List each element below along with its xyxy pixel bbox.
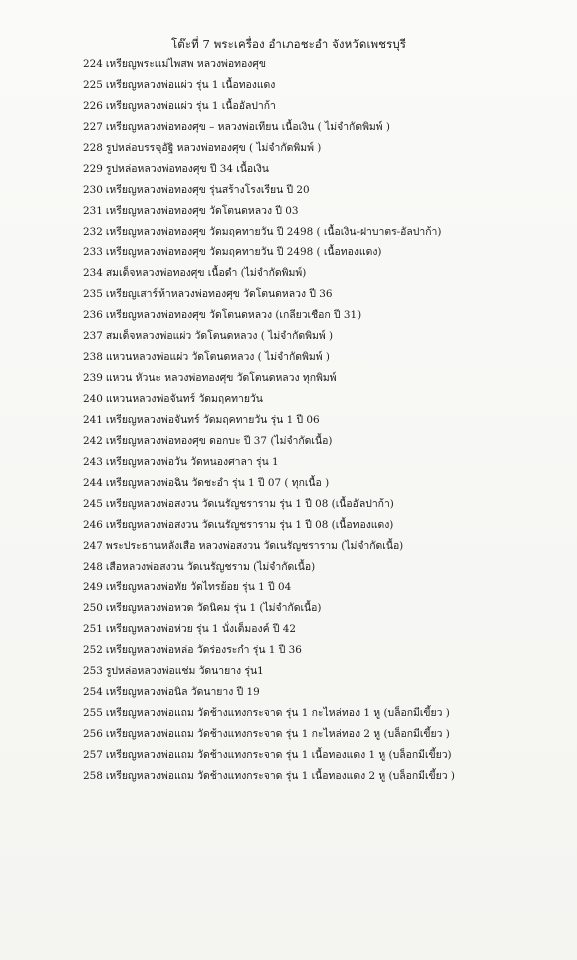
item-number: 226	[83, 99, 103, 112]
item-text: เหรียญหลวงพ่อหล่อ วัดร่องระกำ รุ่น 1 ปี 36	[105, 644, 302, 657]
list-item	[83, 326, 563, 347]
list-item	[83, 410, 563, 431]
list-item	[83, 284, 563, 305]
item-text: เหรียญหลวงพ่อทองศุข ดอกบะ ปี 37 (ไม่จำกัดเนื้อ)	[105, 434, 333, 447]
item-number: 227	[83, 120, 103, 133]
list-item	[83, 724, 563, 745]
item-text: เหรียญหลวงพ่อแถม วัดช้างแทงกระจาด รุ่น 1 กะไหล่ทอง 1 หู (บล็อกมีเขี้ยว )	[105, 707, 450, 720]
item-text: เหรียญหลวงพ่อฉิน วัดชะอำ รุ่น 1 ปี 07 ( ทุกเนื้อ )	[105, 476, 330, 489]
item-text: แหวนหลวงพ่อแผ่ว วัดโตนดหลวง ( ไม่จำกัดพิมพ์ )	[105, 351, 330, 364]
item-text: สมเด็จหลวงพ่อทองศุข เนื้อดำ (ไม่จำกัดพิมพ์)	[105, 267, 307, 280]
item-number: 257	[83, 748, 103, 761]
item-text: เหรียญหลวงพ่อทองศุข – หลวงพ่อเทียน เนื้อเงิน ( ไม่จำกัดพิมพ์ )	[105, 120, 390, 133]
list-item	[83, 242, 563, 263]
list-item	[83, 577, 563, 598]
item-text: เหรียญหลวงพ่อทองศุข วัดมฤคทายวัน ปี 2498 ( เนื้อเงิน-ฝาบาตร-อัลปาก้า)	[105, 225, 442, 238]
item-text: เหรียญหลวงพ่อจันทร์ วัดมฤคทายวัน รุ่น 1 ปี 06	[105, 413, 320, 426]
item-number: 238	[83, 351, 103, 364]
item-number: 242	[83, 434, 103, 447]
list-item	[83, 494, 563, 515]
list-item	[83, 661, 563, 682]
item-number: 248	[83, 560, 103, 573]
list-item	[83, 138, 563, 159]
item-number: 240	[83, 393, 103, 405]
list-item	[83, 682, 563, 703]
item-text: เหรียญหลวงพ่อแถม วัดช้างแทงกระจาด รุ่น 1 เนื้อทองแดง 2 หู (บล็อกมีเขี้ยว )	[105, 769, 455, 782]
list-item	[83, 159, 563, 180]
item-text: พระประธานหลังเสือ หลวงพ่อสงวน วัดเนรัญชราราม (ไม่จำกัดเนื้อ)	[105, 539, 404, 552]
list-item	[83, 536, 563, 557]
list-item	[83, 180, 563, 201]
item-number: 256	[83, 728, 103, 740]
list-item	[83, 117, 563, 138]
list-item	[83, 305, 563, 326]
item-text: เสือหลวงพ่อสงวน วัดเนรัญชราม (ไม่จำกัดเนื้อ)	[105, 560, 316, 573]
item-number: 229	[83, 162, 103, 175]
list-item	[83, 201, 563, 222]
item-number: 233	[83, 246, 103, 259]
list-item	[83, 389, 563, 410]
list-item	[83, 263, 563, 284]
item-text: เหรียญหลวงพ่อทัย วัดไทรย้อย รุ่น 1 ปี 04	[105, 581, 292, 594]
list-item	[83, 96, 563, 117]
list-item	[83, 557, 563, 578]
item-text: เหรียญหลวงพ่อทองศุข วัดมฤคทายวัน ปี 2498 ( เนื้อทองแดง)	[105, 246, 382, 259]
item-number: 231	[83, 204, 103, 217]
list-item	[83, 619, 563, 640]
item-text: เหรียญหลวงพ่อนิล วัดนายาง ปี 19	[105, 686, 260, 699]
list-item	[83, 222, 563, 243]
item-text: เหรียญเสาร์ห้าหลวงพ่อทองศุข วัดโตนดหลวง ปี 36	[105, 288, 333, 301]
item-list	[83, 54, 563, 787]
item-text: รูปหล่อบรรจุอัฐิ หลวงพ่อทองศุข ( ไม่จำกัดพิมพ์ )	[105, 141, 322, 154]
item-number: 246	[83, 518, 103, 531]
item-number: 252	[83, 644, 103, 657]
document-title: โต๊ะที่ 7 พระเครื่อง อำเภอชะอำ จังหวัดเพชรบุรี	[170, 37, 407, 51]
list-item	[83, 75, 563, 96]
list-item	[83, 515, 563, 536]
item-number: 224	[83, 58, 103, 70]
item-number: 255	[83, 707, 103, 720]
item-number: 239	[83, 372, 103, 385]
item-text: เหรียญหลวงพ่อทองศุข วัดโตนดหลวง (เกลียวเชือก ปี 31)	[105, 309, 362, 322]
item-number: 234	[83, 267, 103, 280]
item-number: 253	[83, 665, 103, 678]
item-number: 243	[83, 455, 103, 468]
list-item	[83, 703, 563, 724]
item-text: รูปหล่อหลวงพ่อทองศุข ปี 34 เนื้อเงิน	[105, 162, 269, 175]
item-text: แหวน หัวนะ หลวงพ่อทองศุข วัดโตนดหลวง ทุกพิมพ์	[105, 372, 337, 385]
item-text: เหรียญหลวงพ่อห่วย รุ่น 1 นั่งเต็มองค์ ปี 42	[105, 623, 296, 636]
item-number: 251	[83, 623, 103, 636]
item-text: เหรียญหลวงพ่อสงวน วัดเนรัญชราราม รุ่น 1 ปี 08 (เนื้อทองแดง)	[105, 518, 394, 531]
item-text: เหรียญหลวงพ่อทองศุข วัดโตนดหลวง ปี 03	[105, 204, 299, 217]
item-number: 258	[83, 769, 103, 782]
list-item	[83, 431, 563, 452]
item-number: 230	[83, 183, 103, 196]
item-text: รูปหล่อหลวงพ่อแช่ม วัดนายาง รุ่น1	[105, 665, 264, 678]
item-number: 232	[83, 225, 103, 238]
list-item	[83, 368, 563, 389]
list-item	[83, 640, 563, 661]
item-number: 250	[83, 602, 103, 615]
item-text: เหรียญหลวงพ่อหวด วัดนิคม รุ่น 1 (ไม่จำกัดเนื้อ)	[105, 602, 322, 615]
item-number: 237	[83, 330, 103, 343]
item-text: สมเด็จหลวงพ่อแผ่ว วัดโตนดหลวง ( ไม่จำกัดพิมพ์ )	[105, 330, 334, 343]
list-item	[83, 452, 563, 473]
item-number: 249	[83, 581, 103, 594]
item-text: เหรียญพระแม่ไพสพ หลวงพ่อทองศุข	[105, 58, 266, 70]
item-number: 245	[83, 497, 103, 510]
item-number: 235	[83, 288, 103, 301]
item-text: เหรียญหลวงพ่อทองศุข รุ่นสร้างโรงเรียน ปี 20	[105, 183, 310, 196]
item-number: 247	[83, 539, 103, 552]
item-text: เหรียญหลวงพ่อแถม วัดช้างแทงกระจาด รุ่น 1 เนื้อทองแดง 1 หู (บล็อกมีเขี้ยว)	[105, 748, 452, 761]
item-text: เหรียญหลวงพ่อแผ่ว รุ่น 1 เนื้อทองแดง	[105, 78, 276, 91]
item-text: เหรียญหลวงพ่อวัน วัดหนองศาลา รุ่น 1	[105, 455, 279, 468]
list-item	[83, 473, 563, 494]
list-item	[83, 54, 563, 75]
list-item	[83, 598, 563, 619]
item-text: เหรียญหลวงพ่อแถม วัดช้างแทงกระจาด รุ่น 1 กะไหล่ทอง 2 หู (บล็อกมีเขี้ยว )	[105, 728, 450, 740]
item-text: แหวนหลวงพ่อจันทร์ วัดมฤคทายวัน	[105, 393, 263, 405]
item-number: 236	[83, 309, 103, 322]
item-text: เหรียญหลวงพ่อแผ่ว รุ่น 1 เนื้ออัลปาก้า	[105, 99, 276, 112]
item-number: 241	[83, 413, 103, 426]
item-number: 228	[83, 141, 103, 154]
item-text: เหรียญหลวงพ่อสงวน วัดเนรัญชราราม รุ่น 1 ปี 08 (เนื้ออัลปาก้า)	[105, 497, 394, 510]
item-number: 254	[83, 686, 103, 699]
list-item	[83, 347, 563, 368]
list-item	[83, 766, 563, 787]
item-number: 225	[83, 78, 103, 91]
list-item	[83, 745, 563, 766]
item-number: 244	[83, 476, 103, 489]
